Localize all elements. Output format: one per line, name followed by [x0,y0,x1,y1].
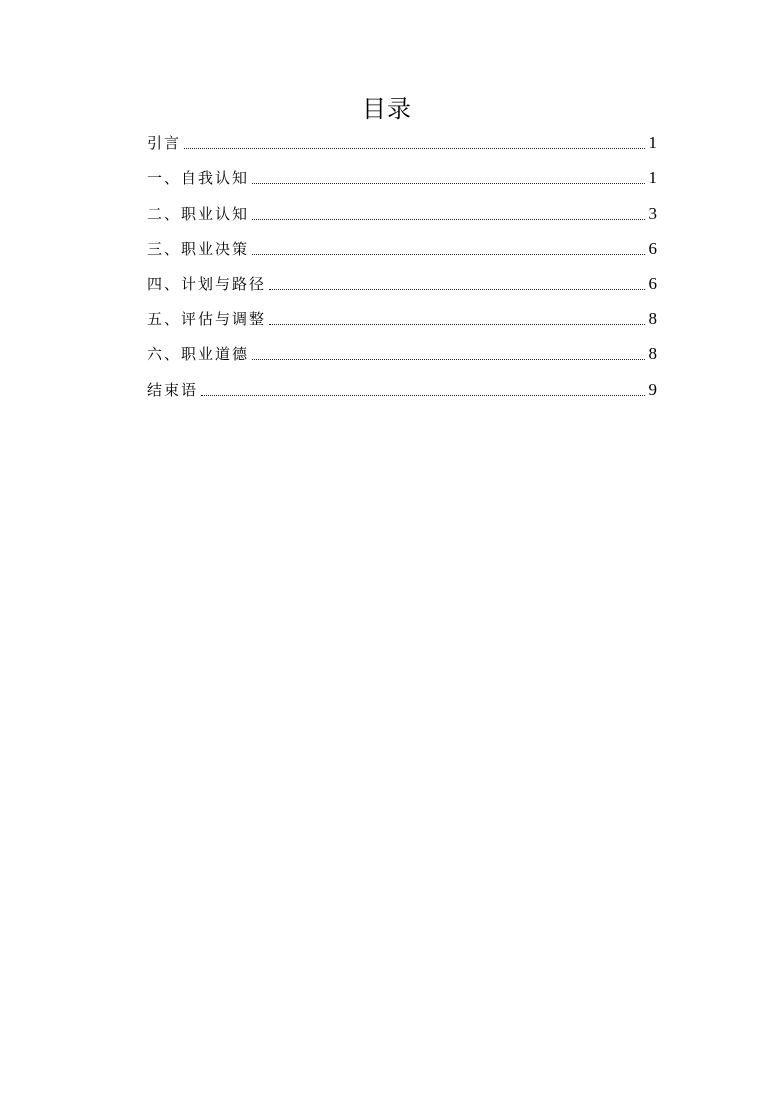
toc-dot-leader [269,289,645,290]
toc-dot-leader [252,183,645,184]
toc-entry-label: 六、职业道德 [147,345,250,364]
toc-entry-page-number: 6 [648,238,657,258]
toc-entry-career-awareness[interactable] [147,194,657,229]
toc-entry-evaluation-and-adjustment[interactable] [147,300,657,335]
toc-entry-page-number: 6 [648,273,657,293]
toc-entry-page-number: 8 [648,309,657,329]
toc-entry-page-number: 1 [648,168,657,188]
toc-dot-leader [184,148,645,149]
toc-entry-label: 三、职业决策 [147,239,250,258]
toc-entry-label: 引言 [147,134,182,153]
toc-entry-plan-and-path[interactable] [147,265,657,300]
toc-entry-self-awareness[interactable] [147,159,657,194]
toc-entry-career-decision[interactable] [147,230,657,265]
toc-dot-leader [269,324,645,325]
toc-entry-label: 二、职业认知 [147,204,250,223]
toc-title: 目录 [362,95,412,123]
toc-entry-page-number: 1 [648,133,657,153]
toc-entry-label: 四、计划与路径 [147,274,267,293]
toc-dot-leader [252,359,645,360]
toc-entry-professional-ethics[interactable] [147,335,657,370]
toc-entry-page-number: 8 [648,344,657,364]
toc-entry-page-number: 3 [648,203,657,223]
toc-entry-page-number: 9 [648,379,657,399]
toc-list [147,124,657,406]
toc-entry-introduction[interactable] [147,124,657,159]
toc-dot-leader [252,254,645,255]
toc-dot-leader [201,395,645,396]
toc-entry-label: 一、自我认知 [147,169,250,188]
toc-dot-leader [252,219,645,220]
toc-entry-label: 五、评估与调整 [147,310,267,329]
toc-entry-label: 结束语 [147,380,199,399]
toc-entry-conclusion[interactable] [147,370,657,405]
